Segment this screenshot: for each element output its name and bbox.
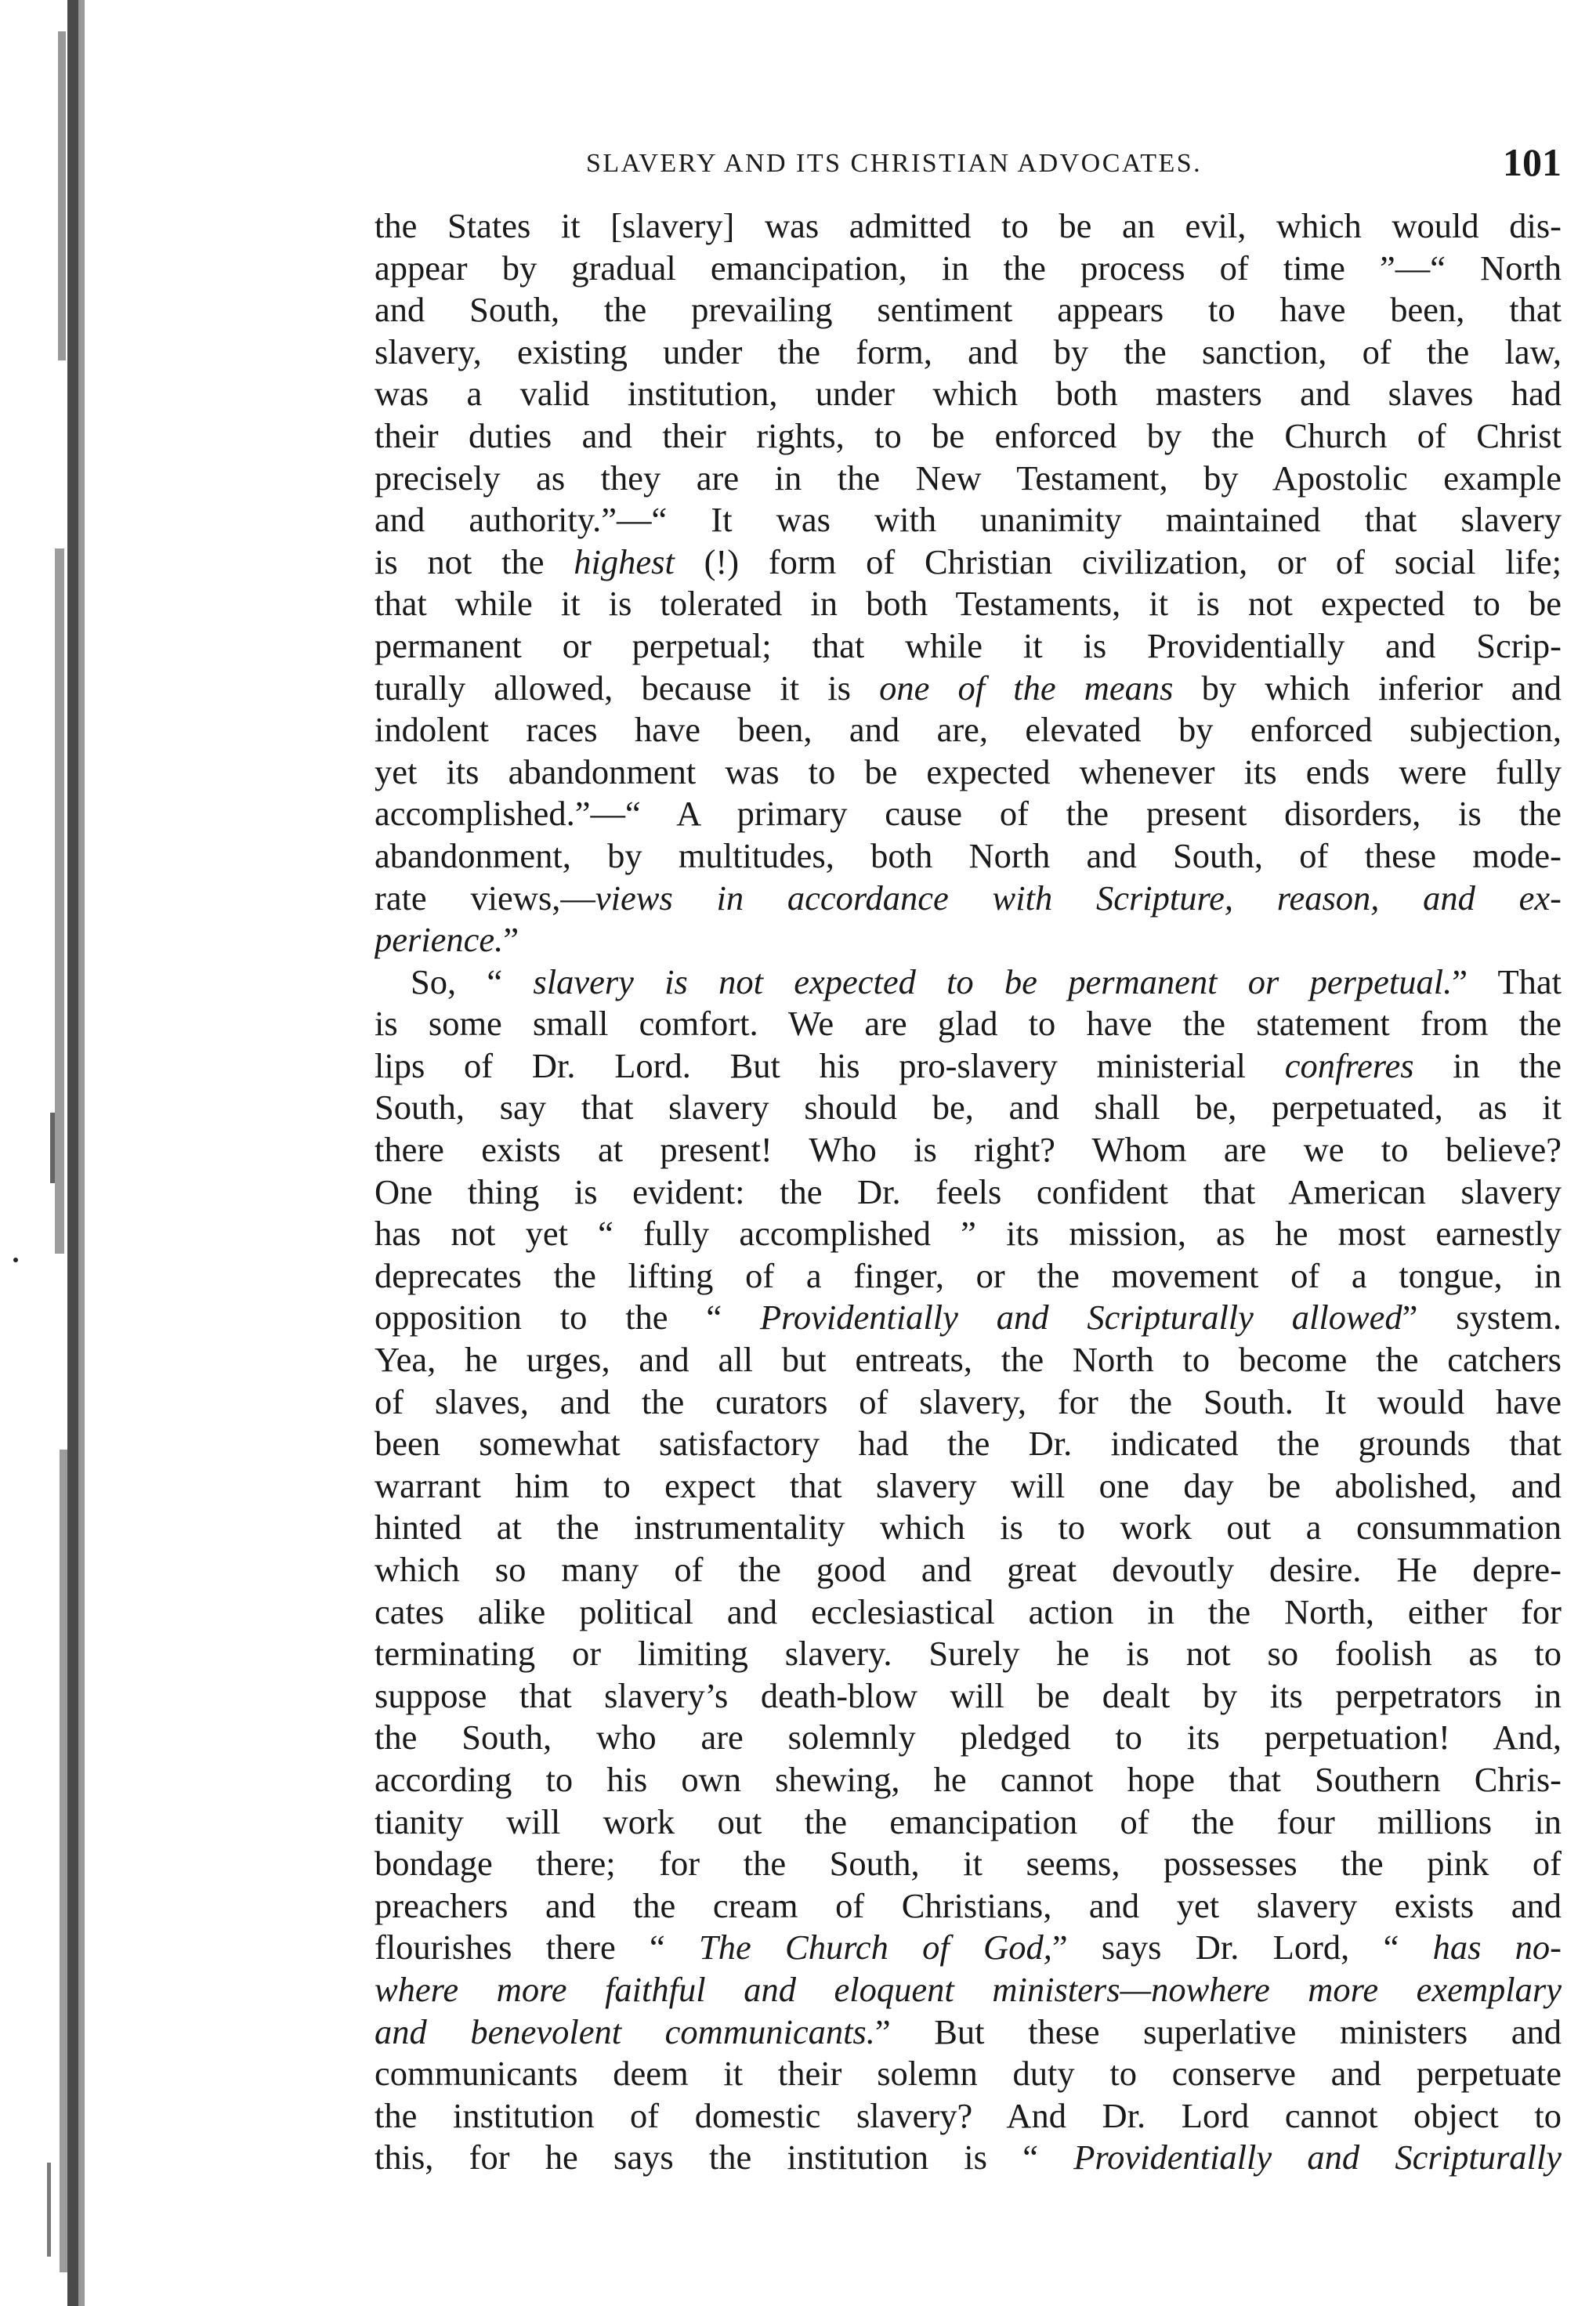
- text-segment: (!) form of Christian civilization, or of social life;: [674, 541, 1562, 581]
- text-segment: their duties and their rights, to be enforced by the Church of Christ: [375, 415, 1562, 455]
- text-line: [375, 1591, 1562, 1634]
- text-segment: rate views,—: [375, 878, 595, 918]
- text-line: [375, 2011, 1562, 2054]
- text-segment: deprecates the lifting of a finger, or the movement of a tongue, in: [375, 1255, 1562, 1295]
- italic-text: has no-: [1432, 1928, 1562, 1968]
- text-line: [375, 878, 1562, 920]
- text-segment: South, say that slavery should be, and shall be, perpetuated, as it: [375, 1088, 1562, 1128]
- text-line: [375, 961, 1562, 1004]
- text-line: [375, 1087, 1562, 1129]
- text-segment: ” system.: [1402, 1298, 1562, 1338]
- text-segment: permanent or perpetual; that while it is Providentially and Scrip-: [375, 625, 1562, 665]
- text-segment: hinted at the instrumentality which is to work out a consummation: [375, 1508, 1562, 1548]
- text-line: [375, 499, 1562, 541]
- text-line: [375, 331, 1562, 374]
- text-segment: been somewhat satisfactory had the Dr. indicated the grounds that: [375, 1424, 1562, 1464]
- text-segment: preachers and the cream of Christians, and yet slavery exists and: [375, 1885, 1562, 1925]
- text-line: [375, 1171, 1562, 1214]
- text-segment: the South, who are solemnly pledged to its perpetuation! And,: [375, 1718, 1562, 1758]
- text-line: [375, 1801, 1562, 1844]
- text-segment: turally allowed, because it is: [375, 668, 880, 708]
- text-line: [375, 835, 1562, 878]
- text-line: [375, 458, 1562, 500]
- text-segment: has not yet “ fully accomplished ” its mission, as he most earnestly: [375, 1214, 1562, 1254]
- text-line: [375, 2053, 1562, 2095]
- text-line: [375, 289, 1562, 331]
- text-line: [375, 919, 1562, 961]
- text-segment: the States it [slavery] was admitted to be an evil, which would dis-: [375, 206, 1562, 245]
- italic-text: Providentially and Scripturally: [1073, 2138, 1562, 2177]
- text-line: [375, 1507, 1562, 1549]
- text-line: [375, 583, 1562, 625]
- text-segment: indolent races have been, and are, elevated by enforced subjection,: [375, 710, 1562, 750]
- body-text: [375, 205, 1562, 2179]
- text-segment: that while it is tolerated in both Testaments, it is not expected to be: [375, 584, 1562, 624]
- text-line: [375, 2095, 1562, 2138]
- italic-text: views in accordance with Scripture, reason, and ex-: [595, 878, 1562, 918]
- text-segment: precisely as they are in the New Testament, by Apostolic example: [375, 458, 1562, 498]
- italic-text: confreres: [1284, 1045, 1414, 1085]
- text-line: [375, 1003, 1562, 1045]
- text-segment: according to his own shewing, he cannot hope that Southern Chris-: [375, 1759, 1562, 1799]
- text-segment: communicants deem it their solemn duty to conserve and perpetuate: [375, 2054, 1562, 2094]
- text-segment: flourishes there “: [375, 1928, 700, 1968]
- italic-text: highest: [574, 541, 675, 581]
- text-segment: Yea, he urges, and all but entreats, the North to become the catchers: [375, 1340, 1562, 1380]
- text-segment: tianity will work out the emancipation of the four millions in: [375, 1801, 1562, 1841]
- text-segment: One thing is evident: the Dr. feels confident that American slavery: [375, 1171, 1562, 1211]
- text-segment: accomplished.”—“ A primary cause of the present disorders, is the: [375, 794, 1562, 834]
- text-line: [375, 793, 1562, 835]
- italic-text: Providentially and Scripturally allowed: [759, 1298, 1402, 1338]
- text-line: [375, 1045, 1562, 1088]
- text-segment: terminating or limiting slavery. Surely he is not so foolish as to: [375, 1634, 1562, 1674]
- text-segment: in the: [1413, 1045, 1562, 1085]
- text-segment: this, for he says the institution is “: [375, 2138, 1074, 2177]
- text-segment: yet its abandonment was to be expected whenever its ends were fully: [375, 751, 1562, 791]
- text-segment: of slaves, and the curators of slavery, for the South. It would have: [375, 1381, 1562, 1421]
- text-segment: appear by gradual emancipation, in the process of time ”—“ North: [375, 248, 1562, 288]
- text-segment: suppose that slavery’s death-blow will be dealt by its perpetrators in: [375, 1675, 1562, 1715]
- text-line: [375, 2137, 1562, 2179]
- text-line: [375, 1381, 1562, 1424]
- text-segment: by which inferior and: [1173, 668, 1562, 708]
- text-segment: ” But these superlative ministers and: [874, 2011, 1562, 2051]
- text-line: [375, 1927, 1562, 1969]
- text-segment: So, “: [411, 961, 534, 1001]
- text-line: [375, 1255, 1562, 1298]
- text-line: [375, 1129, 1562, 1171]
- text-segment: abandonment, by multitudes, both North and South, of these mode-: [375, 835, 1562, 875]
- text-line: [375, 1969, 1562, 2011]
- text-segment: the institution of domestic slavery? And Dr. Lord cannot object to: [375, 2095, 1562, 2135]
- running-title: SLAVERY AND ITS CHRISTIAN ADVOCATES.: [586, 149, 1203, 178]
- text-segment: slavery, existing under the form, and by the sanction, of the law,: [375, 331, 1562, 371]
- text-line: [375, 1213, 1562, 1255]
- italic-text: one of the means: [879, 668, 1174, 708]
- text-segment: ” says Dr. Lord, “: [1051, 1928, 1433, 1968]
- page-number: 101: [1503, 140, 1562, 184]
- text-segment: warrant him to expect that slavery will one day be abolished, and: [375, 1465, 1562, 1505]
- text-segment: is not the: [375, 541, 574, 581]
- text-line: [375, 1717, 1562, 1759]
- text-line: [375, 248, 1562, 290]
- text-line: [375, 709, 1562, 751]
- text-line: [375, 751, 1562, 794]
- text-segment: opposition to the “: [375, 1298, 760, 1338]
- text-segment: was a valid institution, under which both masters and slaves had: [375, 374, 1562, 414]
- text-line: [375, 1297, 1562, 1339]
- text-line: [375, 1633, 1562, 1675]
- text-segment: there exists at present! Who is right? Whom are we to believe?: [375, 1130, 1562, 1170]
- text-line: [375, 1339, 1562, 1381]
- text-line: [375, 373, 1562, 415]
- text-line: [375, 1759, 1562, 1801]
- text-line: [375, 1423, 1562, 1465]
- text-line: [375, 1885, 1562, 1928]
- text-segment: ”: [503, 920, 519, 960]
- text-segment: ” That: [1452, 961, 1562, 1001]
- text-segment: is some small comfort. We are glad to have the statement from the: [375, 1004, 1562, 1044]
- page-header: [375, 139, 1562, 194]
- text-line: [375, 205, 1562, 248]
- italic-text: The Church of God,: [699, 1928, 1052, 1968]
- text-line: [375, 415, 1562, 458]
- text-line: [375, 668, 1562, 710]
- italic-text: perience.: [375, 920, 504, 960]
- text-segment: lips of Dr. Lord. But his pro-slavery ministerial: [375, 1045, 1285, 1085]
- text-line: [375, 625, 1562, 668]
- text-segment: and authority.”—“ It was with unanimity maintained that slavery: [375, 500, 1562, 540]
- text-line: [375, 1549, 1562, 1591]
- binding-edge-shadow: [0, 0, 102, 2306]
- italic-text: and benevolent communicants.: [375, 2011, 875, 2051]
- text-line: [375, 1675, 1562, 1718]
- italic-text: where more faithful and eloquent ministers—nowhere more exemplary: [375, 1969, 1562, 2009]
- text-line: [375, 541, 1562, 584]
- text-segment: which so many of the good and great devoutly desire. He depre-: [375, 1550, 1562, 1589]
- text-line: [375, 1843, 1562, 1885]
- text-line: [375, 1465, 1562, 1508]
- italic-text: slavery is not expected to be permanent or perpetual.: [533, 961, 1453, 1001]
- text-segment: and South, the prevailing sentiment appears to have been, that: [375, 290, 1562, 330]
- text-segment: bondage there; for the South, it seems, possesses the pink of: [375, 1844, 1562, 1884]
- text-segment: cates alike political and ecclesiastical action in the North, either for: [375, 1591, 1562, 1631]
